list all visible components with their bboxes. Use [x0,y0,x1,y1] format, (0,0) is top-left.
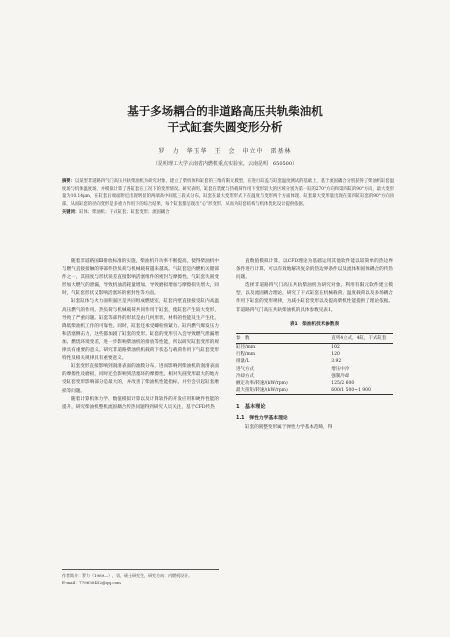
keywords-label: 关键词： [62,210,80,216]
table-header-cell: 直列4立式，4缸，干式缸套 [291,333,393,343]
paper-title [0,103,450,135]
table-cell: 增压中冷 [331,366,350,372]
footnote-author: 作者简介：罗力（1989—），男，硕士研究生，研究方向：内燃机设计。 [62,573,193,578]
table-cell: 3.92 [331,359,342,365]
subsection-heading: 1.1 弹性力学基本理论 [236,416,288,422]
table-row [236,351,393,358]
table-cell: 102 [331,344,340,350]
table-row [236,343,393,351]
body-paragraph: 随着计算机体力学、数值模拟计算以及计算软件的开发应用和硬件性能的提升，研究柴油机整机流固耦合传热问题得到研究人员关注，基于CFD传热 [62,396,219,410]
table-row [236,387,393,395]
table-cell: 进气方式 [236,366,254,372]
section-heading: 1 基本理论 [236,404,266,411]
author-list: 罗 力 华玉华 王 会 申立中 雷基林 [158,148,292,155]
abstract-text: 以某型非道路四气门高压共轨柴油机为研究对象，建立了柴机体和缸套的三维有限元模型，在进行缸盖与缸套温度测试的基础上，基于流固耦合分别获得了柴油机缸套温度场与机体温度场，并模拟计算了各缸套在工况下的变形情况。研究表明，缸套在装配与热载荷作用下变形较大的区域分别为第一缸的270°方向和第四缸的90°方向，最大变形量为10.14μm，在缸套后端面附近出现明显的两端高中间低三段式分布，缸套在最大变形形式下在温度与变形两个方面体现，缸套最大变形量出现在第四缸缸套的90°方向顶部，从而缸套的径向变形是多重力作用下的综合结果，每个缸套都呈现出“心”形变形，从而为缸套结构与机体优化设计提供依据。 [62,179,394,207]
title-line-1: 基于多场耦合的非道路高压共轨柴油机 [127,104,323,118]
right-column [236,258,393,432]
body-paragraph: 缸套的圆整变形属于弹性力学基本范畴，得 [245,424,333,430]
title-line-2: 干式缸套失圆变形分析 [167,120,283,134]
table-cell: 排量/L [236,359,250,365]
parameter-table [236,333,393,396]
left-column [62,258,219,412]
table-cell: 600/1 500~1 900 [291,387,393,395]
body-paragraph: 随着非道路国Ⅲ排放标准的实施，柴油机升功率不断提高，使得柴油机中与燃气直接接触的零部件热负荷与机械载荷越来越高。气缸套是内燃机关键部件之一，其圆度与形状误差直接影响活塞组件的密封与摩擦性。气缸套失圆变形加大燃气的泄漏，导致机油消耗量增加，导致磨损增加与摩擦损失增大，同时，气缸套形状又影响活塞环的密封性等方面。 [62,259,219,297]
table-cell: 缸径/mm [236,344,256,350]
table-cell: 额定功率/转速/(kW/rpm) [236,380,288,386]
keywords-text: 缸体；柴油机；干式缸套；缸套变形；流固耦合 [79,210,170,216]
abstract-block [62,178,394,217]
table-row [236,366,393,373]
table-cell: 125/2 600 [331,380,355,386]
body-paragraph: 直数值模拟计算，以CFD理论为基础运用其他软件能以较简单的热边界条件进行计算，可以有效地解决复杂的热边界条件以及流体和固体耦合的传热问题。 [236,259,393,281]
affiliation: （昆明理工大学云南省内燃机重点实验室，云南昆明 650500） [152,161,298,167]
table-header-cell: 参 数 [236,333,291,343]
table-row [236,380,393,387]
table-row [236,358,393,365]
table-cell: 120 [331,352,340,358]
table-cell: 最大扭矩/转速/(kW/rpm) [236,387,291,395]
table-row [236,373,393,380]
table-header-row [236,333,393,343]
table-cell: 行程/mm [236,352,256,358]
abstract-label: 摘要： [62,179,75,184]
table-cell: 冷却方式 [236,373,254,379]
body-paragraph: 缸套缸体与火力面积面区是共同组成燃烧室，缸套内壁直接接受缸内高温高压燃气的作用。热负荷与机械载荷共同作用于缸套，使缸套产生较大变形，导致了严重问题。缸套等部件的形状是由几何形状、材料的性能及生产生化、降低柴油机工作的可靠性。同时，缸套还承受螺栓预紧力、缸内燃气爆发压力和活塞侧击力，这些都加剧了缸套的变形。缸套的变形引入会导致燃气泄漏增加、燃烧环境变差，进一步影响柴油机的排放等性能，所以研究缸套变形的规律具有重要的意义。研究非道路柴油机机载荷下状态与载荷作用下气缸套变形特性及相关规律具有重要意义。 [62,299,219,362]
body-paragraph: 选择非道路四气门高压共轨柴油机为研究对象，利用有限元软件建立模型，以及流固耦合理论，研究了干式缸套在机械载荷，温度载荷以及多场耦合作用下缸套的变形规律，为减小缸套变形以及提高柴机性能提供了理论依据。非道路四气门高压共轨柴油机的具体参数见表1。 [236,283,393,313]
table-caption: 表1 柴油机技术参数表 [289,321,340,327]
footnote-email: E-mail：779630452@qq.com [62,580,121,585]
table-cell: 强制冷却 [331,373,350,379]
footnote [62,569,219,586]
body-paragraph: 缸套变形直接影响到润滑表面的油膜分布，进而影响到柴油机的润滑表面的摩擦性及磨损，同时还会影响到活塞环的摩擦性。相对失圆变形最大的地方受缸套变形影响部分是最大的，并改善了柴油机性能指标，并至会引起缸套磨损等问题。 [62,364,219,394]
